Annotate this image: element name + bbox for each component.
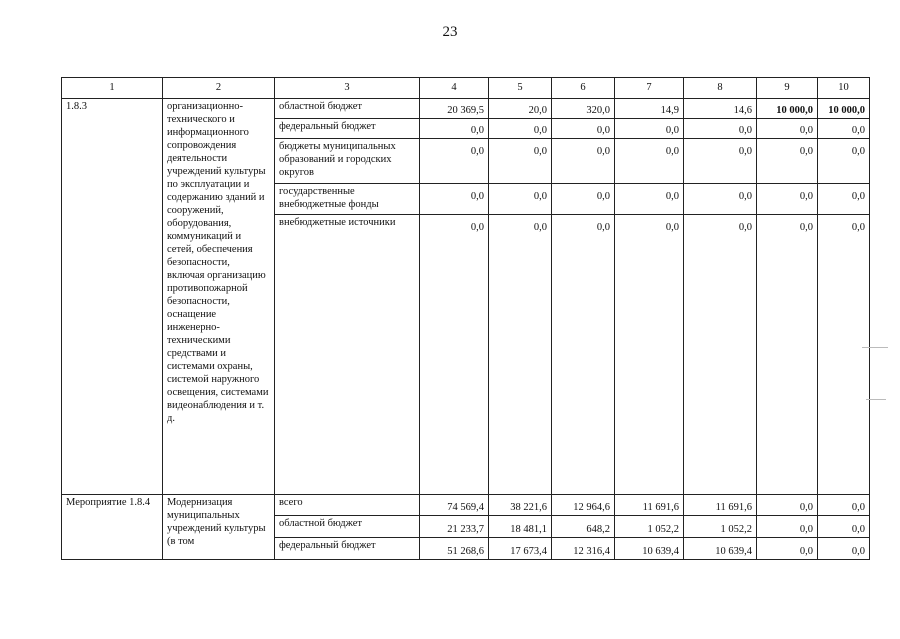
value-cell: 0,0 <box>818 495 870 516</box>
value-cell: 0,0 <box>615 184 684 215</box>
value-cell: 12 316,4 <box>552 538 615 560</box>
value-cell: 0,0 <box>757 495 818 516</box>
value-cell: 0,0 <box>489 139 552 184</box>
value-cell: 0,0 <box>615 139 684 184</box>
header-col-9: 9 <box>757 78 818 99</box>
value-cell: 10 000,0 <box>757 99 818 119</box>
value-cell: 648,2 <box>552 516 615 538</box>
value-cell: 20,0 <box>489 99 552 119</box>
value-cell: 38 221,6 <box>489 495 552 516</box>
measure-code: Мероприятие 1.8.4 <box>62 495 163 560</box>
funding-source: всего <box>275 495 420 516</box>
value-cell: 0,0 <box>757 139 818 184</box>
header-col-3: 3 <box>275 78 420 99</box>
value-cell: 0,0 <box>615 119 684 139</box>
value-cell: 14,9 <box>615 99 684 119</box>
header-col-6: 6 <box>552 78 615 99</box>
scan-mark <box>862 347 888 348</box>
value-cell: 0,0 <box>757 119 818 139</box>
value-cell: 0,0 <box>684 119 757 139</box>
value-cell: 0,0 <box>818 538 870 560</box>
value-cell: 11 691,6 <box>615 495 684 516</box>
value-cell: 1 052,2 <box>615 516 684 538</box>
value-cell: 1 052,2 <box>684 516 757 538</box>
funding-source: внебюджетные источники <box>275 215 420 495</box>
funding-source: областной бюджет <box>275 516 420 538</box>
header-col-10: 10 <box>818 78 870 99</box>
value-cell: 0,0 <box>684 139 757 184</box>
measure-description: организационно-технического и информационного сопровождения деятельности учреждений культуры по эксплуатации и содержанию зданий и сооружений, оборудования, коммуникаций и сетей, обеспечения безопасности, включая организацию противопожарной безопасности, оснащение инженерно-техническими средствами и системами охраны, системой наружного освещения, системами видеонаблюдения и т. д. <box>163 99 275 495</box>
value-cell: 0,0 <box>420 139 489 184</box>
table-row <box>62 99 870 119</box>
value-cell: 0,0 <box>757 538 818 560</box>
value-cell: 320,0 <box>552 99 615 119</box>
page-number: 23 <box>442 24 458 40</box>
header-row <box>62 78 870 99</box>
value-cell: 0,0 <box>552 119 615 139</box>
value-cell: 0,0 <box>420 215 489 495</box>
funding-source: бюджеты муниципальных образований и городских округов <box>275 139 420 184</box>
value-cell: 0,0 <box>489 184 552 215</box>
value-cell: 0,0 <box>420 184 489 215</box>
scan-mark <box>866 399 886 400</box>
header-col-1: 1 <box>62 78 163 99</box>
value-cell: 10 639,4 <box>615 538 684 560</box>
value-cell: 0,0 <box>684 215 757 495</box>
value-cell: 20 369,5 <box>420 99 489 119</box>
value-cell: 0,0 <box>615 215 684 495</box>
value-cell: 0,0 <box>489 215 552 495</box>
header-col-7: 7 <box>615 78 684 99</box>
value-cell: 74 569,4 <box>420 495 489 516</box>
value-cell: 0,0 <box>757 215 818 495</box>
funding-source: областной бюджет <box>275 99 420 119</box>
measure-code: 1.8.3 <box>62 99 163 495</box>
budget-table <box>61 77 870 560</box>
measure-description: Модернизация муниципальных учреждений культуры (в том <box>163 495 275 560</box>
value-cell: 21 233,7 <box>420 516 489 538</box>
funding-source: федеральный бюджет <box>275 538 420 560</box>
value-cell: 0,0 <box>818 516 870 538</box>
value-cell: 0,0 <box>818 139 870 184</box>
header-col-4: 4 <box>420 78 489 99</box>
header-col-2: 2 <box>163 78 275 99</box>
table-row <box>62 495 870 516</box>
value-cell: 0,0 <box>818 119 870 139</box>
value-cell: 0,0 <box>684 184 757 215</box>
header-col-8: 8 <box>684 78 757 99</box>
value-cell: 0,0 <box>757 516 818 538</box>
value-cell: 10 639,4 <box>684 538 757 560</box>
value-cell: 0,0 <box>552 184 615 215</box>
value-cell: 10 000,0 <box>818 99 870 119</box>
value-cell: 0,0 <box>420 119 489 139</box>
value-cell: 18 481,1 <box>489 516 552 538</box>
value-cell: 11 691,6 <box>684 495 757 516</box>
value-cell: 51 268,6 <box>420 538 489 560</box>
value-cell: 0,0 <box>489 119 552 139</box>
value-cell: 0,0 <box>552 139 615 184</box>
value-cell: 0,0 <box>552 215 615 495</box>
funding-source: государственные внебюджетные фонды <box>275 184 420 215</box>
header-col-5: 5 <box>489 78 552 99</box>
value-cell: 14,6 <box>684 99 757 119</box>
value-cell: 17 673,4 <box>489 538 552 560</box>
value-cell: 0,0 <box>818 184 870 215</box>
value-cell: 12 964,6 <box>552 495 615 516</box>
value-cell: 0,0 <box>818 215 870 495</box>
value-cell: 0,0 <box>757 184 818 215</box>
funding-source: федеральный бюджет <box>275 119 420 139</box>
